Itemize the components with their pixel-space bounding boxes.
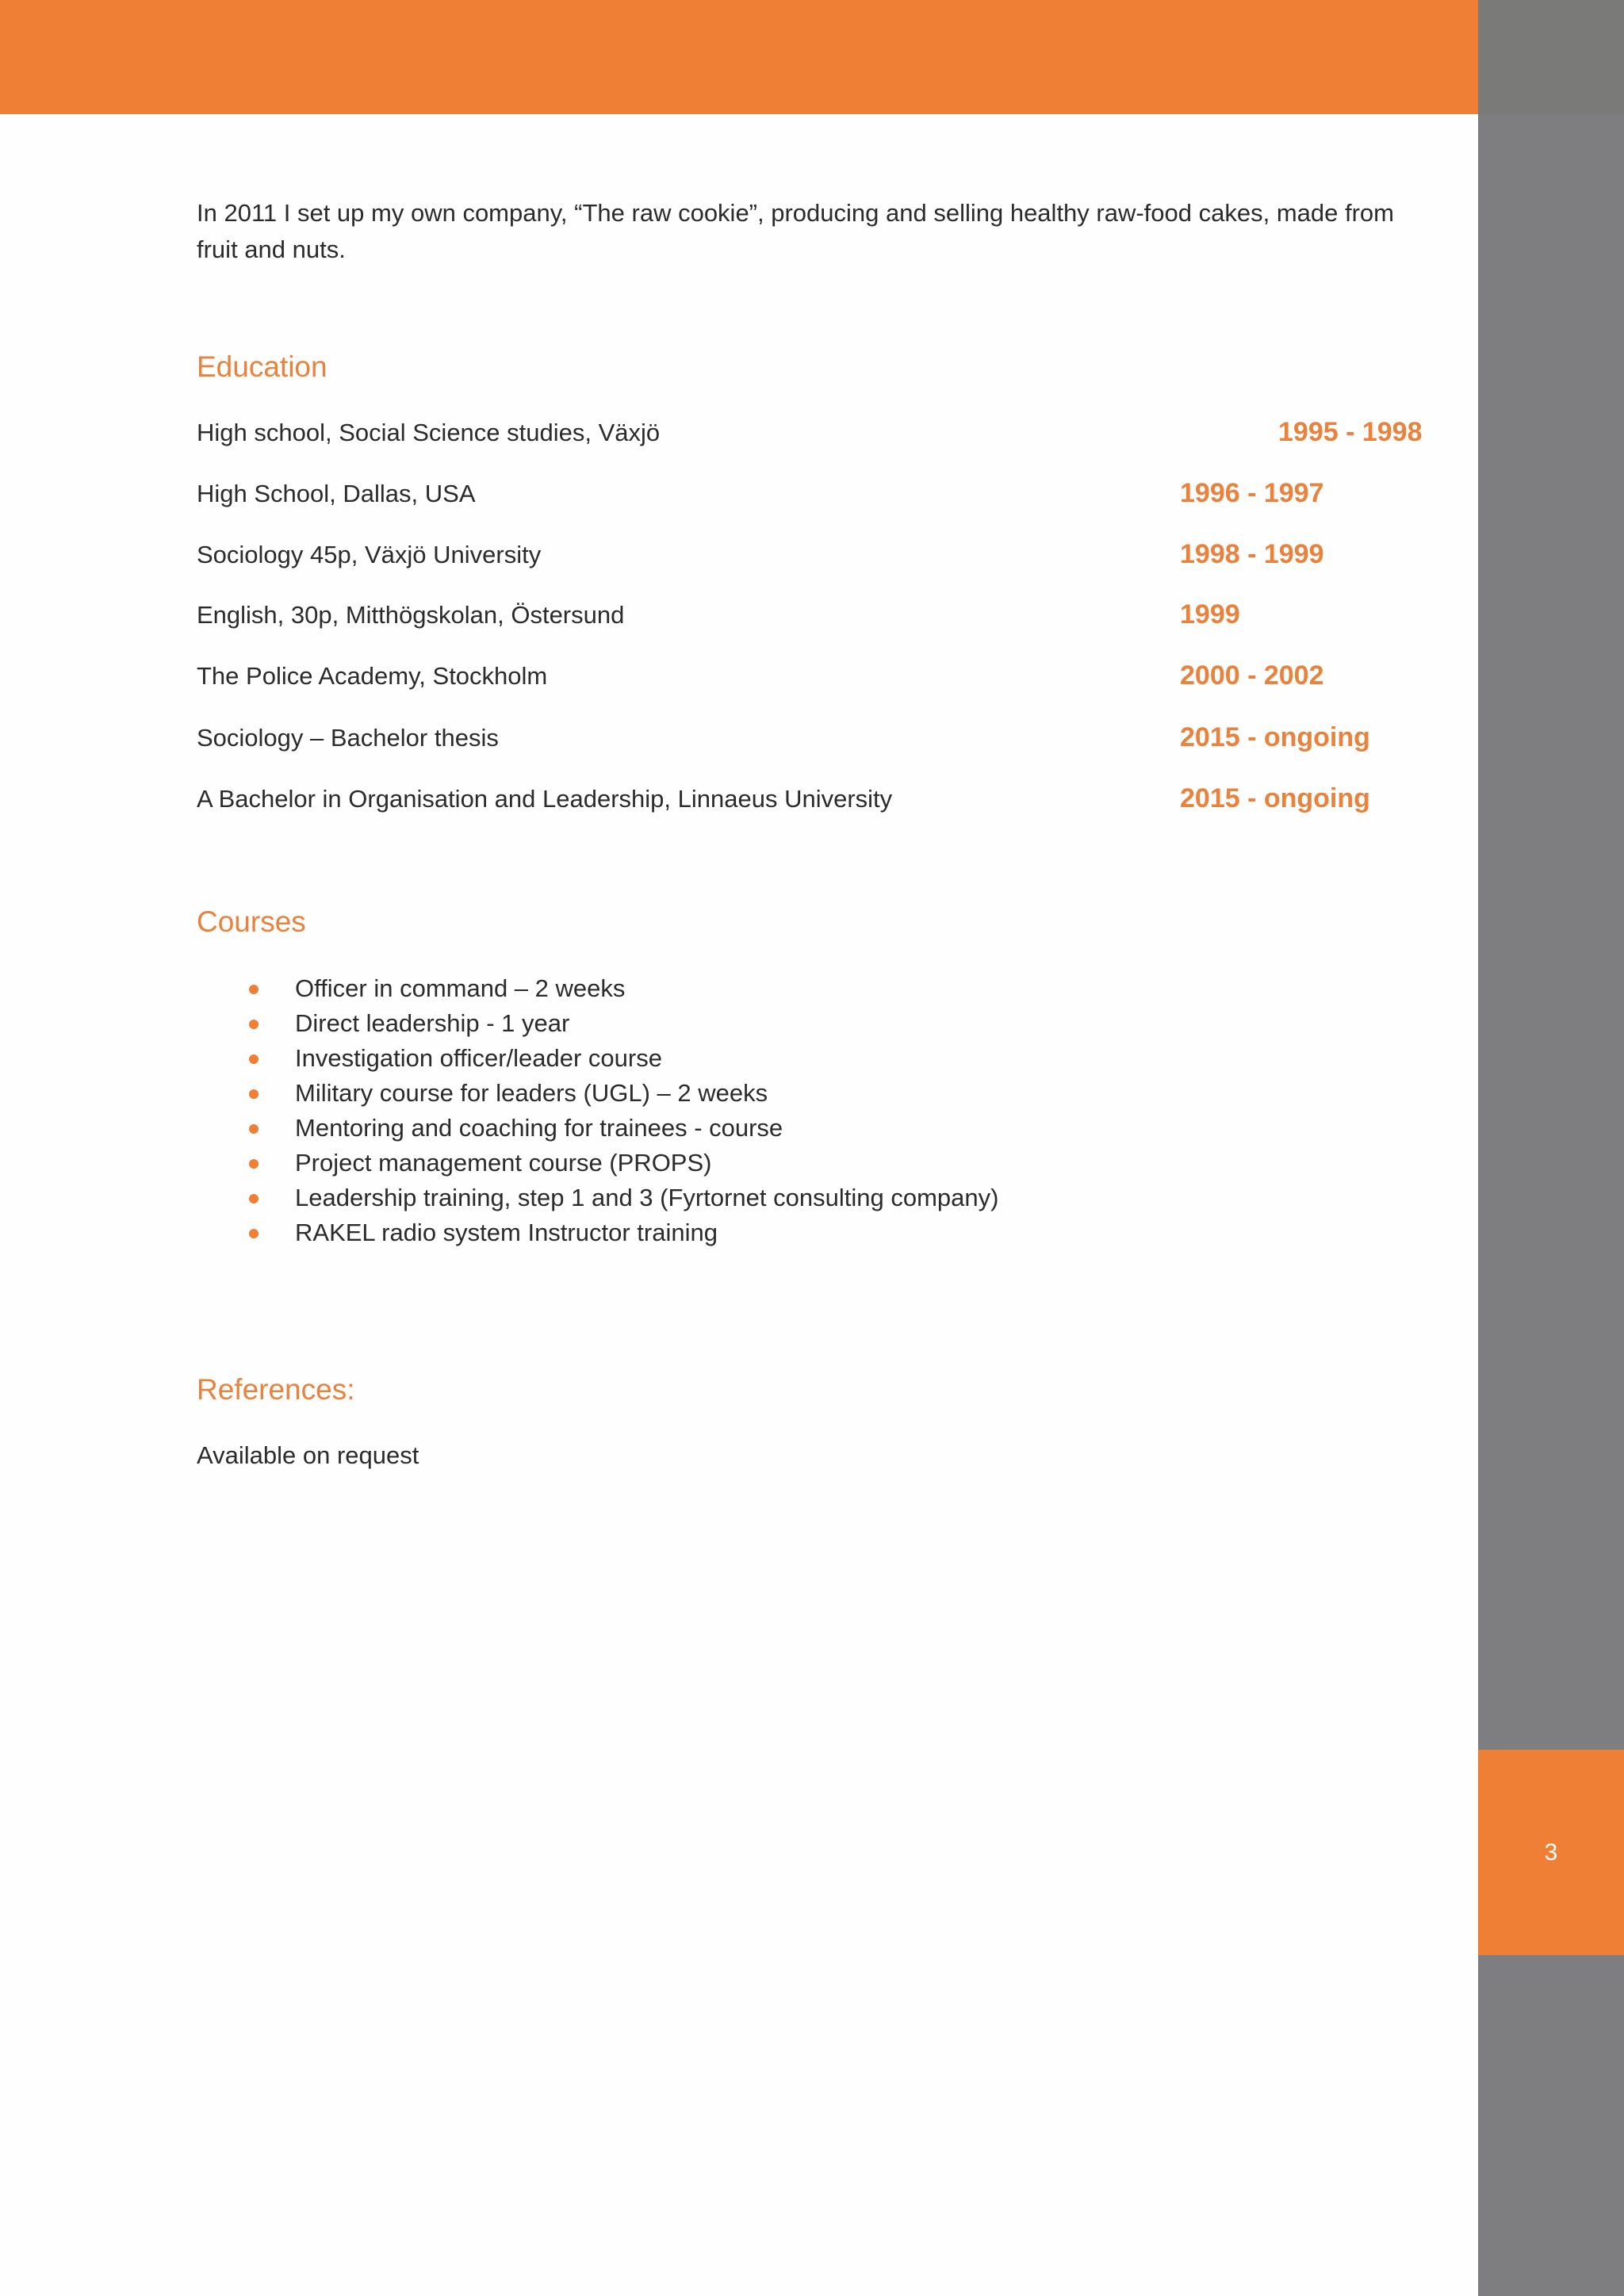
bullet-icon [249,985,259,994]
education-label: High school, Social Science studies, Växjö [197,419,661,446]
course-label: Direct leadership - 1 year [295,1009,570,1037]
education-dates: 2000 - 2002 [1180,660,1324,691]
course-label: Leadership training, step 1 and 3 (Fyrtornet consulting company) [295,1184,999,1211]
course-item [244,1111,998,1146]
bullet-icon [249,1089,259,1099]
course-label: Investigation officer/leader course [295,1044,662,1072]
education-entry [197,480,1434,519]
bullet-icon [249,1054,259,1064]
education-label: The Police Academy, Stockholm [197,662,548,690]
education-entry [197,419,1434,458]
education-dates: 2015 - ongoing [1180,783,1370,813]
header-band [0,0,1478,114]
education-dates: 2015 - ongoing [1180,722,1370,752]
education-heading: Education [197,350,327,383]
courses-heading: Courses [197,905,306,938]
education-label: English, 30p, Mitthögskolan, Östersund [197,601,625,629]
course-label: Mentoring and coaching for trainees - course [295,1114,783,1142]
education-dates: 1999 [1180,599,1240,629]
references-heading: References: [197,1373,355,1406]
bullet-icon [249,1159,259,1169]
education-entry [197,601,1434,641]
bullet-icon [249,1124,259,1134]
education-label: High School, Dallas, USA [197,480,476,507]
course-label: Military course for leaders (UGL) – 2 weeks [295,1079,768,1107]
course-item [244,1041,998,1076]
course-item [244,1146,998,1181]
education-label: A Bachelor in Organisation and Leadership, Linnaeus University [197,785,893,813]
bullet-icon [249,1229,259,1238]
education-label: Sociology – Bachelor thesis [197,724,499,752]
bullet-icon [249,1194,259,1203]
intro-paragraph: In 2011 I set up my own company, “The raw cookie”, producing and selling healthy raw-food cakes, made from fruit and nuts. [197,199,1394,263]
course-label: Project management course (PROPS) [295,1149,712,1177]
education-entry [197,662,1434,702]
course-item [244,1006,998,1041]
bullet-icon [249,1020,259,1029]
references-text: Available on request [197,1441,419,1469]
sidebar-top-block [1478,0,1624,114]
education-dates: 1996 - 1997 [1180,478,1324,508]
page-number-box [1478,1750,1624,1955]
course-label: RAKEL radio system Instructor training [295,1219,718,1246]
course-item [244,1181,998,1215]
course-item [244,971,998,1006]
course-item [244,1215,998,1250]
education-entry [197,785,1434,825]
courses-list [244,971,998,1250]
education-entry [197,541,1434,580]
course-item [244,1076,998,1111]
education-label: Sociology 45p, Växjö University [197,541,542,568]
education-dates: 1998 - 1999 [1180,539,1324,569]
course-label: Officer in command – 2 weeks [295,974,626,1002]
page-number: 3 [1544,1839,1558,1866]
education-entry [197,724,1434,763]
education-dates: 1995 - 1998 [1278,417,1423,447]
